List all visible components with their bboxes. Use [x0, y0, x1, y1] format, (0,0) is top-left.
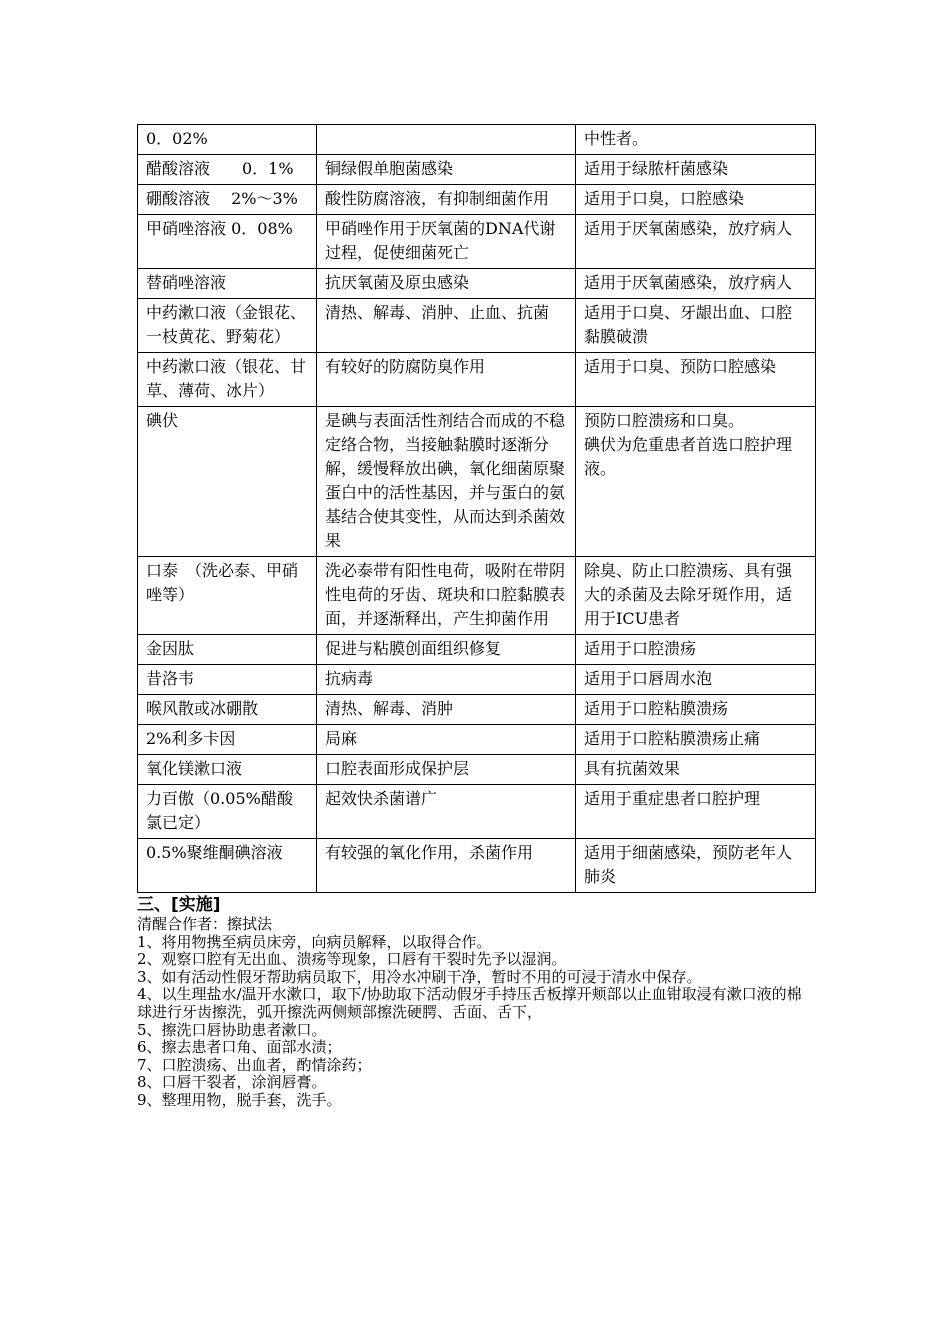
table-row	[138, 215, 816, 269]
cell-action: 酸性防腐溶液，有抑制细菌作用	[317, 185, 576, 215]
cell-usage: 适用于绿脓杆菌感染	[576, 155, 816, 185]
cell-name: 力百傲（0.05%醋酸氯已定）	[138, 785, 317, 839]
procedure-line: 9、整理用物，脱手套，洗手。	[137, 1090, 342, 1109]
table-row	[138, 125, 816, 155]
cell-usage: 具有抗菌效果	[576, 755, 816, 785]
cell-action	[317, 125, 576, 155]
cell-action: 有较强的氧化作用，杀菌作用	[317, 839, 576, 893]
table-row	[138, 353, 816, 407]
cell-name: 0．02%	[138, 125, 317, 155]
cell-action: 是碘与表面活性剂结合而成的不稳定络合物，当接触黏膜时逐渐分解，缓慢释放出碘，氧化细菌原聚蛋白中的活性基因，并与蛋白的氨基结合使其变性，从而达到杀菌效果	[317, 407, 576, 557]
procedure-line: 6、擦去患者口角、面部水渍；	[137, 1038, 342, 1057]
cell-action: 抗病毒	[317, 665, 576, 695]
table-row	[138, 755, 816, 785]
cell-name: 替硝唑溶液	[138, 269, 317, 299]
cell-action: 促进与粘膜创面组织修复	[317, 635, 576, 665]
table-row	[138, 635, 816, 665]
procedure-line: 4、以生理盐水/温开水漱口，取下/协助取下活动假牙手持压舌板撑开颊部以止血钳取浸有漱口液的棉球进行牙齿擦洗，弧开擦洗两侧颊部擦洗硬腭、舌面、舌下，	[137, 985, 802, 1021]
cell-action: 清热、解毒、消肿	[317, 695, 576, 725]
cell-name: 中药漱口液（金银花、 一枝黄花、野菊花）	[138, 299, 317, 353]
cell-name: 金因肽	[138, 635, 317, 665]
cell-usage: 适用于口臭、预防口腔感染	[576, 353, 816, 407]
cell-usage: 除臭、防止口腔溃疡、具有强大的杀菌及去除牙斑作用，适用于ICU患者	[576, 557, 816, 635]
procedure-line: 2、观察口腔有无出血、溃疡等现象，口唇有干裂时先予以湿润。	[137, 950, 567, 969]
cell-usage: 适用于细菌感染，预防老年人肺炎	[576, 839, 816, 893]
table-row	[138, 185, 816, 215]
procedure-line: 5、擦洗口唇协助患者漱口。	[137, 1020, 327, 1039]
cell-name: 碘伏	[138, 407, 317, 557]
mouthwash-table	[137, 124, 816, 893]
procedure-line: 1、将用物携至病员床旁，向病员解释，以取得合作。	[137, 932, 492, 951]
cell-usage: 适用于厌氧菌感染，放疗病人	[576, 215, 816, 269]
cell-usage: 中性者。	[576, 125, 816, 155]
table-row	[138, 725, 816, 755]
cell-action: 起效快杀菌谱广	[317, 785, 576, 839]
cell-name: 氧化镁漱口液	[138, 755, 317, 785]
procedure-line: 3、如有活动性假牙帮助病员取下，用冷水冲刷干净，暂时不用的可浸于清水中保存。	[137, 967, 702, 986]
cell-action: 清热、解毒、消肿、止血、抗菌	[317, 299, 576, 353]
table-row	[138, 665, 816, 695]
document-page	[137, 124, 815, 1110]
table-body	[138, 125, 816, 893]
procedure-line: 7、口腔溃疡、出血者，酌情涂药；	[137, 1055, 372, 1074]
cell-action: 有较好的防腐防臭作用	[317, 353, 576, 407]
table-row	[138, 299, 816, 353]
section-heading: 三、[实施]	[137, 895, 221, 915]
cell-name: 醋酸溶液 0．1%	[138, 155, 317, 185]
procedure-line: 清醒合作者：擦拭法	[137, 915, 273, 933]
cell-name: 硼酸溶液 2%～3%	[138, 185, 317, 215]
cell-name: 昔洛韦	[138, 665, 317, 695]
cell-action: 铜绿假单胞菌感染	[317, 155, 576, 185]
cell-name: 2%利多卡因	[138, 725, 317, 755]
table-row	[138, 695, 816, 725]
cell-name: 0.5%聚维酮碘溶液	[138, 839, 317, 893]
procedure-text	[137, 916, 815, 1110]
table-row	[138, 785, 816, 839]
cell-action: 口腔表面形成保护层	[317, 755, 576, 785]
procedure-line: 8、口唇干裂者，涂润唇膏。	[137, 1073, 327, 1092]
cell-usage: 适用于口臭，口腔感染	[576, 185, 816, 215]
cell-usage: 预防口腔溃疡和口臭。 碘伏为危重患者首选口腔护理液。	[576, 407, 816, 557]
cell-usage: 适用于口腔溃疡	[576, 635, 816, 665]
table-row	[138, 839, 816, 893]
cell-action: 局麻	[317, 725, 576, 755]
cell-usage: 适用于口腔粘膜溃疡止痛	[576, 725, 816, 755]
cell-usage: 适用于口腔粘膜溃疡	[576, 695, 816, 725]
cell-name: 中药漱口液（银花、甘草、薄荷、冰片）	[138, 353, 317, 407]
table-row	[138, 155, 816, 185]
cell-action: 洗必泰带有阳性电荷，吸附在带阴性电荷的牙齿、斑块和口腔黏膜表面，并逐渐释出，产生抑菌作用	[317, 557, 576, 635]
cell-name: 甲硝唑溶液 0．08%	[138, 215, 317, 269]
table-row	[138, 269, 816, 299]
cell-action: 抗厌氧菌及原虫感染	[317, 269, 576, 299]
table-row	[138, 557, 816, 635]
table-row	[138, 407, 816, 557]
cell-usage: 适用于口臭、牙龈出血、口腔黏膜破溃	[576, 299, 816, 353]
cell-usage: 适用于重症患者口腔护理	[576, 785, 816, 839]
cell-usage: 适用于口唇周水泡	[576, 665, 816, 695]
cell-usage: 适用于厌氧菌感染，放疗病人	[576, 269, 816, 299]
cell-action: 甲硝唑作用于厌氧菌的DNA代谢过程，促使细菌死亡	[317, 215, 576, 269]
cell-name: 口泰 （洗必泰、甲硝唑等）	[138, 557, 317, 635]
cell-name: 喉风散或冰硼散	[138, 695, 317, 725]
